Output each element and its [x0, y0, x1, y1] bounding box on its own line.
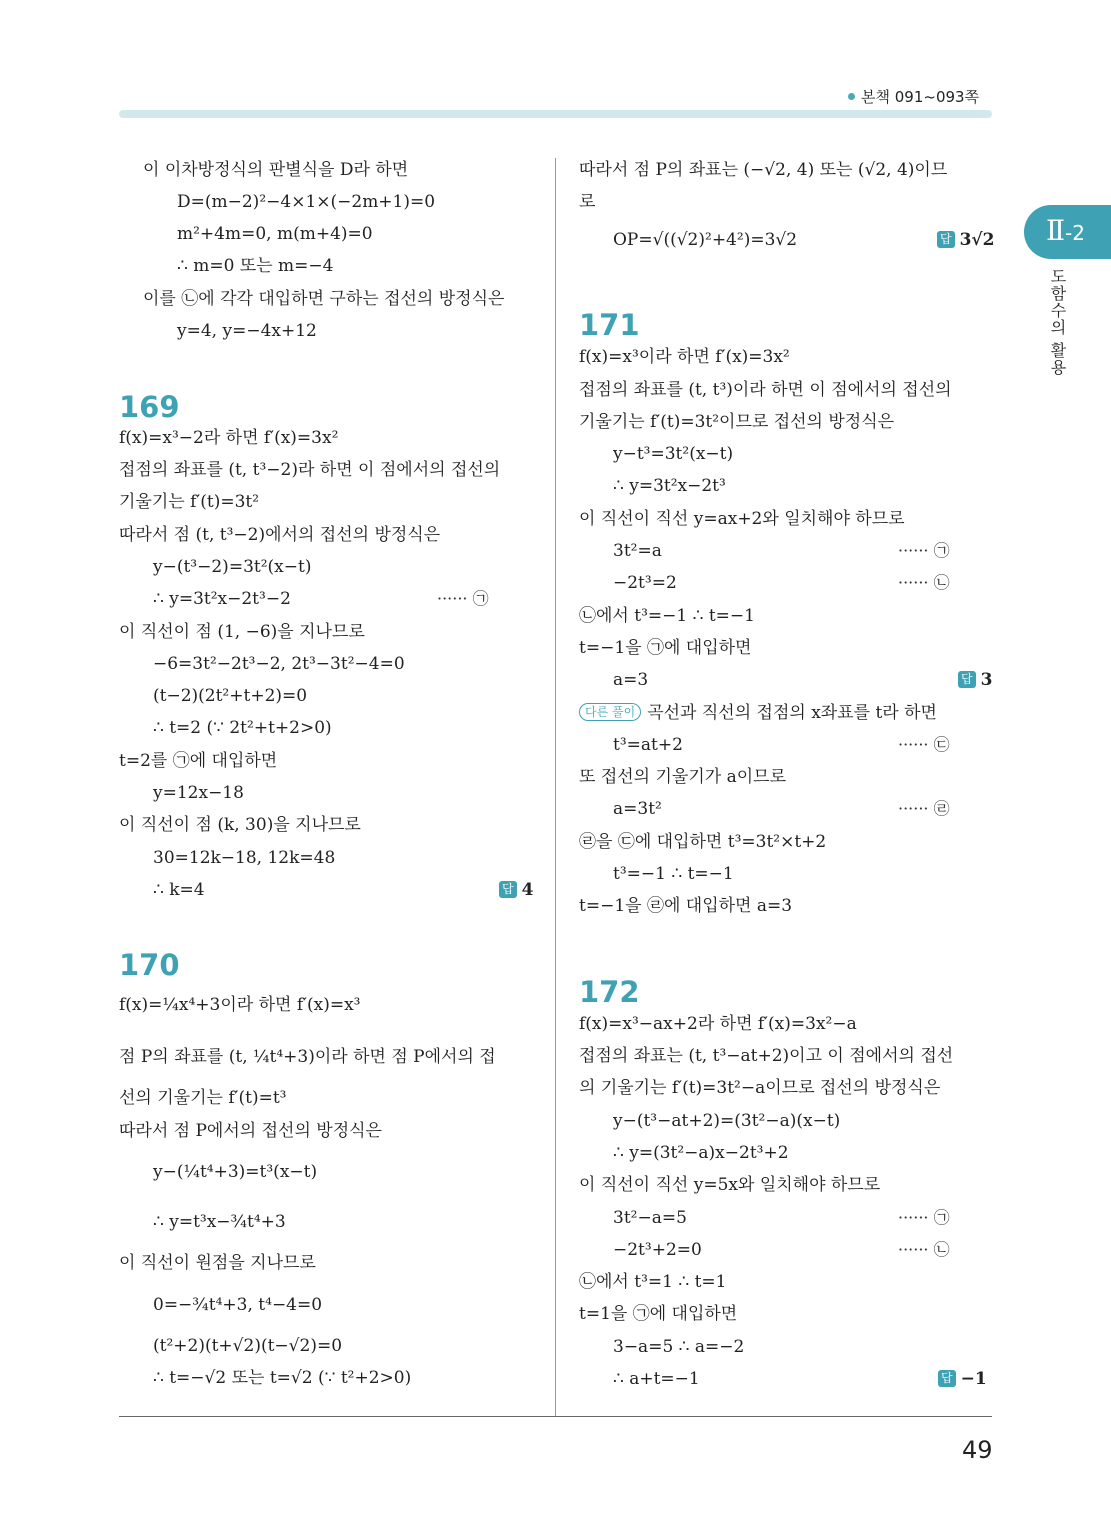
text-line: f(x)=x³−2라 하면 f′(x)=3x²: [119, 428, 339, 448]
problem-number-170: 170: [119, 948, 180, 982]
equation-line: OP=√((√2)²+4²)=3√2: [613, 230, 798, 250]
problem-number-172: 172: [579, 975, 640, 1009]
equation-line: y−t³=3t²(x−t): [613, 444, 734, 464]
text-line: ㉣을 ㉢에 대입하면 t³=3t²×t+2: [579, 832, 827, 852]
equation-line: ∴ a+t=−1: [613, 1369, 700, 1389]
text-line: 따라서 점 P에서의 접선의 방정식은: [119, 1121, 382, 1141]
text-line: 기울기는 f′(t)=3t²이므로 접선의 방정식은: [579, 412, 895, 432]
equation-line: ∴ t=2 (∵ 2t²+t+2>0): [153, 718, 332, 738]
equation-line: ∴ m=0 또는 m=−4: [177, 256, 334, 276]
text-line: f(x)=¼x⁴+3이라 하면 f′(x)=x³: [119, 995, 361, 1015]
chapter-roman: Ⅱ: [1046, 216, 1066, 247]
text-line: 점 P의 좌표를 (t, ¼t⁴+3)이라 하면 점 P에서의 접: [119, 1047, 496, 1067]
answer-value: 4: [521, 880, 534, 900]
equation-line: a=3t²: [613, 799, 662, 819]
bottom-rule: [119, 1416, 992, 1417]
text-line: 의 기울기는 f′(t)=3t²−a이므로 접선의 방정식은: [579, 1078, 941, 1098]
answer-label: 답: [958, 671, 976, 688]
text-line: t=2를 ㉠에 대입하면: [119, 751, 278, 771]
text-line: 접점의 좌표를 (t, t³−2)라 하면 이 점에서의 접선의: [119, 460, 501, 480]
text-line: 접점의 좌표는 (t, t³−at+2)이고 이 점에서의 접선: [579, 1046, 954, 1066]
chapter-tab: [1024, 205, 1111, 259]
equation-line: a=3: [613, 670, 649, 690]
text-line: 이를 ㉡에 각각 대입하면 구하는 접선의 방정식은: [143, 289, 505, 309]
alt-solution-line: 다른 풀이 곡선과 직선의 접점의 x좌표를 t라 하면: [579, 701, 937, 725]
column-divider: [555, 158, 556, 1416]
equation-marker: ······ ㉢: [898, 735, 950, 754]
equation-line: 0=−¾t⁴+3, t⁴−4=0: [153, 1295, 323, 1315]
equation-line: ∴ y=3t²x−2t³: [613, 476, 726, 496]
equation-line: y−(t³−2)=3t²(x−t): [153, 557, 312, 577]
text-line: t=−1을 ㉣에 대입하면 a=3: [579, 896, 793, 916]
text-line: 이 직선이 직선 y=5x와 일치해야 하므로: [579, 1175, 881, 1195]
text-line: t=−1을 ㉠에 대입하면: [579, 638, 752, 658]
text-line: ㉡에서 t³=−1 ∴ t=−1: [579, 606, 755, 626]
answer-label: 답: [499, 881, 517, 898]
equation-marker: ······ ㉣: [898, 799, 950, 818]
page-reference: 본책 091~093쪽: [848, 86, 979, 107]
equation-line: (t²+2)(t+√2)(t−√2)=0: [153, 1336, 343, 1356]
equation-marker: ······ ㉡: [898, 573, 950, 592]
equation-line: D=(m−2)²−4×1×(−2m+1)=0: [177, 192, 436, 212]
bullet-icon: [848, 93, 855, 100]
equation-line: y=4, y=−4x+12: [177, 321, 317, 341]
answer-171: [958, 668, 992, 692]
equation-line: ∴ y=(3t²−a)x−2t³+2: [613, 1143, 789, 1163]
equation-line: y−(¼t⁴+3)=t³(x−t): [153, 1162, 318, 1182]
alt-solution-badge: 다른 풀이: [579, 703, 641, 721]
equation-marker: ······ ㉡: [898, 1240, 950, 1259]
equation-line: y−(t³−at+2)=(3t²−a)(x−t): [613, 1111, 841, 1131]
answer-170: [937, 228, 994, 252]
problem-number-171: 171: [579, 308, 640, 342]
equation-line: 3t²=a: [613, 541, 662, 561]
equation-line: y=12x−18: [153, 783, 244, 803]
chapter-title: 도함수의 활용: [1048, 268, 1067, 377]
text-line: 또 접선의 기울기가 a이므로: [579, 767, 786, 787]
chapter-sub: -2: [1065, 221, 1085, 245]
problem-number-169: 169: [119, 390, 180, 424]
equation-line: 3t²−a=5: [613, 1208, 687, 1228]
text-line: 이 직선이 원점을 지나므로: [119, 1253, 316, 1273]
equation-line: ∴ k=4: [153, 880, 205, 900]
text-line: 이 이차방정식의 판별식을 D라 하면: [143, 160, 409, 180]
equation-line: (t−2)(2t²+t+2)=0: [153, 686, 308, 706]
text-line: 이 직선이 직선 y=ax+2와 일치해야 하므로: [579, 509, 905, 529]
answer-value: −1: [960, 1369, 987, 1389]
text-line: 따라서 점 P의 좌표는 (−√2, 4) 또는 (√2, 4)이므: [579, 160, 948, 180]
answer-172: [938, 1367, 987, 1391]
answer-label: 답: [938, 1370, 956, 1387]
equation-marker: ······ ㉠: [898, 541, 950, 560]
equation-line: −6=3t²−2t³−2, 2t³−3t²−4=0: [153, 654, 405, 674]
equation-line: ∴ t=−√2 또는 t=√2 (∵ t²+2>0): [153, 1368, 412, 1388]
answer-value: 3√2: [959, 230, 995, 250]
answer-169: [499, 878, 533, 902]
equation-line: m²+4m=0, m(m+4)=0: [177, 224, 373, 244]
equation-line: ∴ y=3t²x−2t³−2: [153, 589, 291, 609]
equation-line: −2t³+2=0: [613, 1240, 702, 1260]
text-line: 따라서 점 (t, t³−2)에서의 접선의 방정식은: [119, 525, 441, 545]
equation-marker: ······ ㉠: [437, 589, 489, 608]
page-number: 49: [962, 1436, 993, 1464]
text-line: 기울기는 f′(t)=3t²: [119, 492, 260, 512]
equation-line: 3−a=5 ∴ a=−2: [613, 1337, 745, 1357]
equation-line: ∴ y=t³x−¾t⁴+3: [153, 1212, 286, 1232]
equation-line: −2t³=2: [613, 573, 677, 593]
text-line: 접점의 좌표를 (t, t³)이라 하면 이 점에서의 접선의: [579, 380, 952, 400]
equation-line: 30=12k−18, 12k=48: [153, 848, 336, 868]
text-line: f(x)=x³이라 하면 f′(x)=3x²: [579, 347, 790, 367]
equation-line: t³=at+2: [613, 735, 683, 755]
answer-label: 답: [937, 231, 955, 248]
text-line: 이 직선이 점 (k, 30)을 지나므로: [119, 815, 361, 835]
answer-value: 3: [980, 670, 993, 690]
equation-line: t³=−1 ∴ t=−1: [613, 864, 734, 884]
header-bar: [119, 110, 992, 118]
text-line: f(x)=x³−ax+2라 하면 f′(x)=3x²−a: [579, 1014, 857, 1034]
text-line: t=1을 ㉠에 대입하면: [579, 1304, 738, 1324]
equation-marker: ······ ㉠: [898, 1208, 950, 1227]
text-line: 로: [579, 192, 596, 212]
text-line: ㉡에서 t³=1 ∴ t=1: [579, 1272, 727, 1292]
text-line: 이 직선이 점 (1, −6)을 지나므로: [119, 622, 365, 642]
text-line: 선의 기울기는 f′(t)=t³: [119, 1088, 287, 1108]
